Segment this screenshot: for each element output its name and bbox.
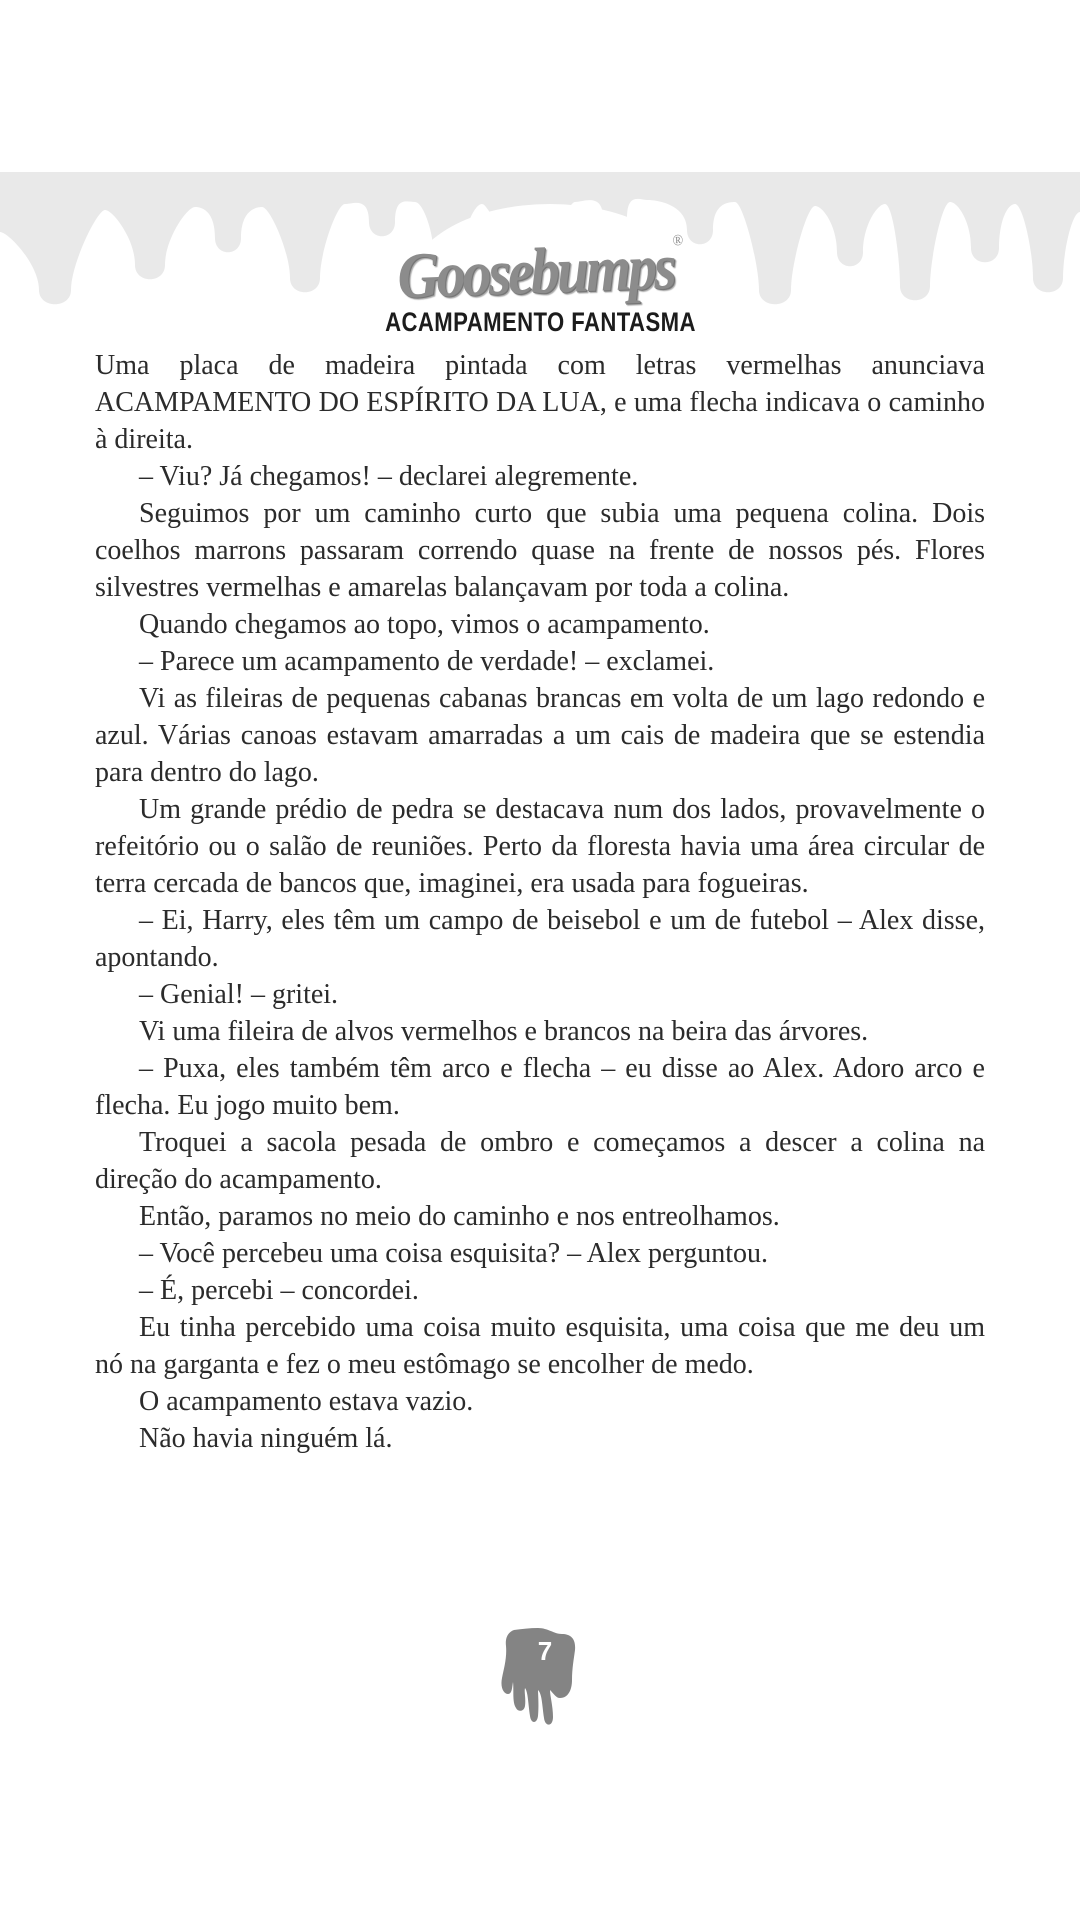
paragraph: – Puxa, eles também têm arco e flecha – eu disse ao Alex. Adoro arco e flecha. Eu jogo muito bem. bbox=[95, 1053, 985, 1121]
paragraph: Então, paramos no meio do caminho e nos entreolhamos. bbox=[139, 1201, 780, 1232]
paragraph: – Viu? Já chegamos! – declarei alegremente. bbox=[139, 461, 639, 492]
chapter-title bbox=[0, 306, 1080, 338]
paragraph: Vi uma fileira de alvos vermelhos e brancos na beira das árvores. bbox=[139, 1016, 869, 1047]
paragraph: Seguimos por um caminho curto que subia uma pequena colina. Dois coelhos marrons passaram correndo quase na frente de nossos pés. Flores silvestres vermelhas e amarelas balançavam por toda a colina. bbox=[95, 498, 985, 603]
paragraph: Um grande prédio de pedra se destacava num dos lados, provavelmente o refeitório ou o salão de reuniões. Perto da floresta havia uma área circular de terra cercada de bancos que, imaginei, era usada para fogueiras. bbox=[95, 794, 985, 899]
registered-trademark-icon: ® bbox=[671, 232, 684, 250]
paragraph: – Parece um acampamento de verdade! – exclamei. bbox=[139, 646, 715, 677]
paragraph: – Você percebeu uma coisa esquisita? – Alex perguntou. bbox=[139, 1238, 769, 1269]
goosebumps-logo bbox=[0, 208, 1080, 313]
paragraph: Não havia ninguém lá. bbox=[139, 1423, 393, 1454]
paragraph: – Genial! – gritei. bbox=[139, 979, 339, 1010]
page-number: 7 bbox=[537, 1636, 553, 1666]
chapter-title-text: ACAMPAMENTO FANTASMA bbox=[384, 307, 696, 337]
paragraph: Vi as fileiras de pequenas cabanas brancas em volta de um lago redondo e azul. Várias canoas estavam amarradas a um cais de madeira que se estendia para dentro do lago. bbox=[95, 683, 985, 788]
paragraph: – É, percebi – concordei. bbox=[139, 1275, 419, 1306]
goosebumps-logo-text: Goosebumps bbox=[395, 229, 675, 313]
paragraph: Quando chegamos ao topo, vimos o acampamento. bbox=[139, 609, 710, 640]
paragraph: Eu tinha percebido uma coisa muito esquisita, uma coisa que me deu um nó na garganta e fez o meu estômago se encolher de medo. bbox=[95, 1312, 985, 1380]
body-text bbox=[95, 347, 985, 1457]
paragraph: Uma placa de madeira pintada com letras vermelhas anunciava ACAMPAMENTO DO ESPÍRITO DA LUA, e uma flecha indicava o caminho à direita. bbox=[95, 350, 985, 455]
page-number-blob bbox=[498, 1624, 582, 1728]
paragraph: – Ei, Harry, eles têm um campo de beisebol e um de futebol – Alex disse, apontando. bbox=[95, 905, 985, 973]
paragraph: O acampamento estava vazio. bbox=[139, 1386, 474, 1417]
paragraph: Troquei a sacola pesada de ombro e começamos a descer a colina na direção do acampamento. bbox=[95, 1127, 985, 1195]
